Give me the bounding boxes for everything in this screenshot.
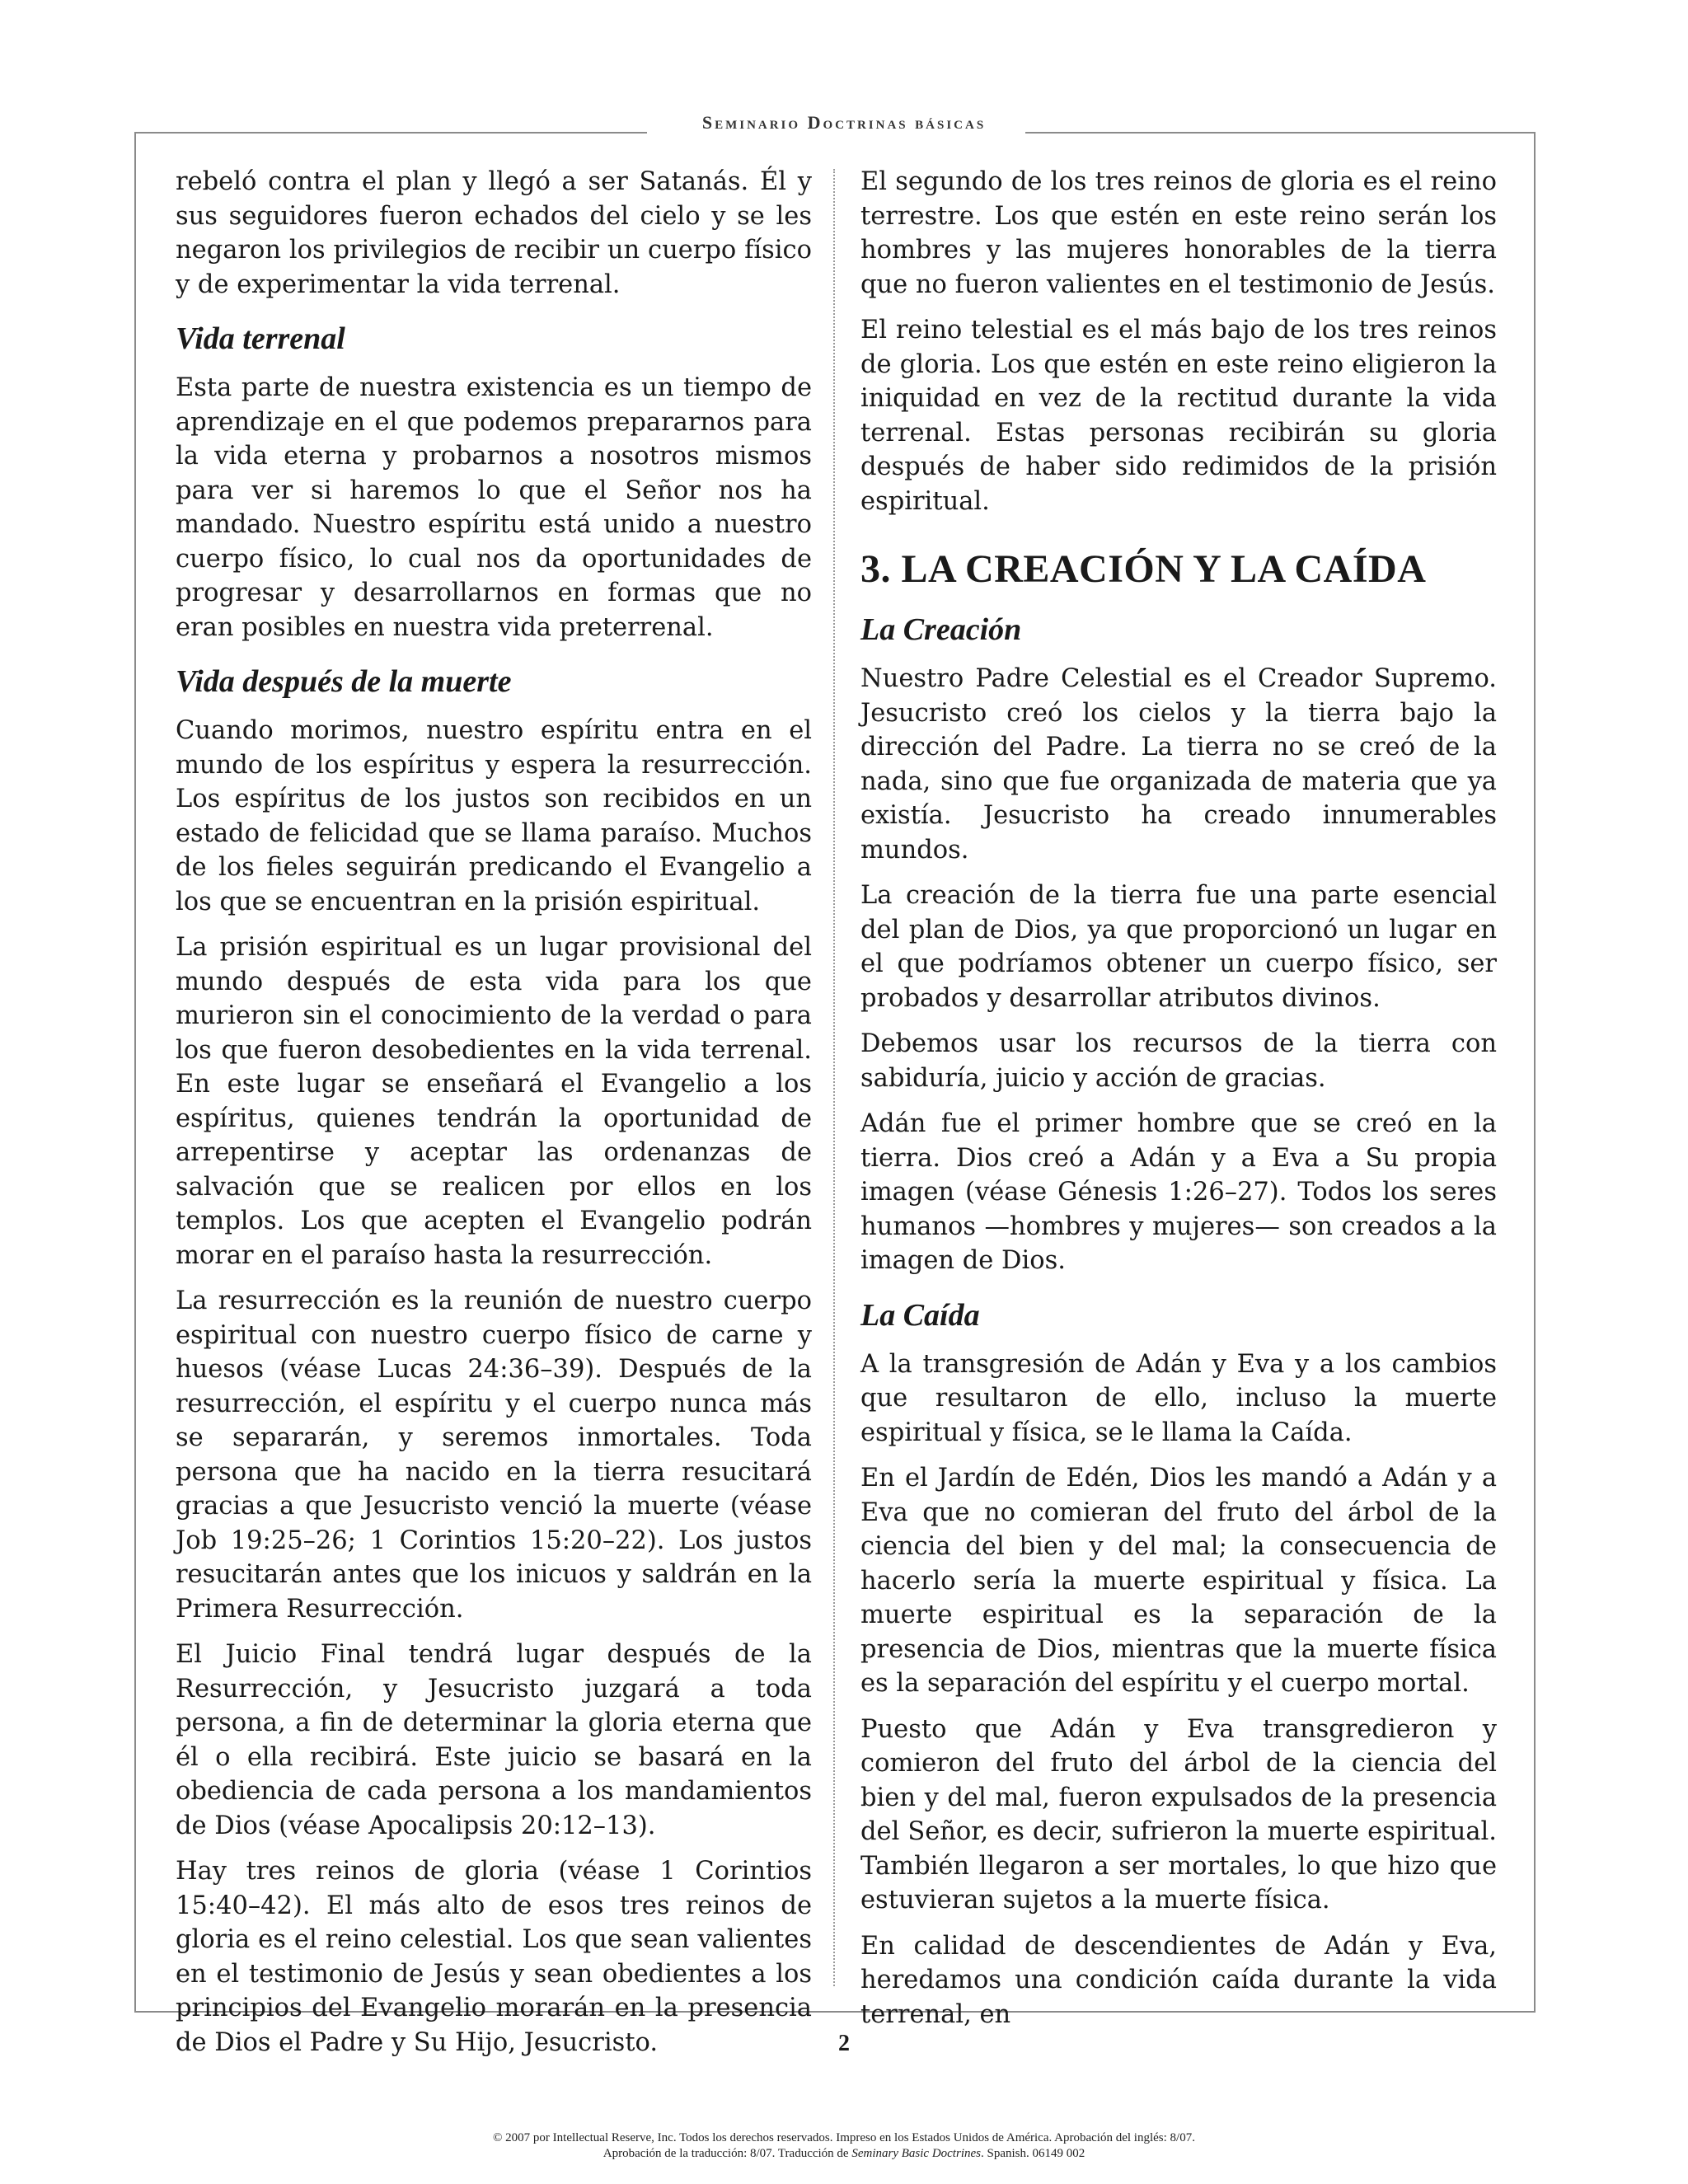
paragraph: Esta parte de nuestra existencia es un tiempo de aprendizaje en el que podemos prepararnos para la vida eterna y probarnos a nosotros mismos para ver si haremos lo que el Señor nos ha mandado. Nuestro espíritu está unido a nuestro cuerpo físico, lo cual nos da oportunidades de progresar y desarrollarnos en formas que no eran posibles en nuestra vida preterrenal. [176,373,812,642]
paragraph: Debemos usar los recursos de la tierra con sabiduría, juicio y acción de gracias. [860,1029,1497,1093]
subheading-la-creacion: La Creación [860,612,1022,647]
paragraph: La creación de la tierra fue una parte esencial del plan de Dios, ya que proporcionó un lugar en el que podríamos obtener un cuerpo físico, ser probados y desarrollar atributos divinos. [860,881,1497,1013]
footer-line-2 [0,2146,1688,2162]
paragraph: El Juicio Final tendrá lugar después de la Resurrección, y Jesucristo juzgará a toda persona, a fin de determinar la gloria eterna que él o ella recibirá. Este juicio se basará en la obediencia de cada persona a los mandamientos de Dios (véase Apocalipsis 20:12–13). [176,1640,812,1840]
left-column [176,165,812,2071]
paragraph: El segundo de los tres reinos de gloria es el reino terrestre. Los que estén en este reino serán los hombres y las mujeres honorables de la tierra que no fueron valientes en el testimonio de Jesús. [860,167,1497,299]
section-heading-creacion-caida: 3. LA CREACIÓN Y LA CAÍDA [860,547,1427,591]
paragraph: En calidad de descendientes de Adán y Eva, heredamos una condición caída durante la vida terrenal, en [860,1931,1497,2029]
footer-book-title: Seminary Basic Doctrines [851,2147,981,2160]
subheading-vida-despues-muerte: Vida después de la muerte [176,664,512,699]
paragraph: Nuestro Padre Celestial es el Creador Supremo. Jesucristo creó los cielos y la tierra bajo la dirección del Padre. La tierra no se creó de la nada, sino que fue organizada de materia que ya existía. Jesucristo ha creado innumerables mundos. [860,664,1497,865]
paragraph: A la transgresión de Adán y Eva y a los cambios que resultaron de ello, incluso la muerte espiritual y física, se le llama la Caída. [860,1349,1497,1447]
running-header-title: Seminario Doctrinas básicas [691,112,997,133]
frame-top-rule-left [134,132,647,134]
paragraph: Cuando morimos, nuestro espíritu entra en el mundo de los espíritus y espera la resurrección. Los espíritus de los justos son recibidos en un estado de felicidad que se llama paraíso. Muchos de los fieles seguirán predicando el Evangelio a los que se encuentran en la prisión espiritual. [176,716,812,916]
paragraph: rebeló contra el plan y llegó a ser Satanás. Él y sus seguidores fueron echados del cielo y se les negaron los privilegios de recibir un cuerpo físico y de experimentar la vida terrenal. [176,167,812,299]
subheading-la-caida: La Caída [860,1297,980,1333]
running-header [0,112,1688,134]
paragraph: Adán fue el primer hombre que se creó en la tierra. Dios creó a Adán y a Eva a Su propia imagen (véase Génesis 1:26–27). Todos los seres humanos —hombres y mujeres— son creados a la imagen de Dios. [860,1109,1497,1275]
paragraph: La prisión espiritual es un lugar provisional del mundo después de esta vida para los que murieron sin el conocimiento de la verdad o para los que fueron desobedientes en la vida terrenal. En este lugar se enseñará el Evangelio a los espíritus, quienes tendrán la oportunidad de arrepentirse y aceptar las ordenanzas de salvación que se realicen por ellos en los templos. Los que acepten el Evangelio podrán morar en el paraíso hasta la resurrección. [176,933,812,1270]
right-column [860,165,1497,2043]
paragraph: Puesto que Adán y Eva transgredieron y comieron del fruto del árbol de la ciencia del bien y del mal, fueron expulsados de la presencia del Señor, es decir, sufrieron la muerte espiritual. También llegaron a ser mortales, lo que hizo que estuvieran sujetos a la muerte física. [860,1714,1497,1915]
subheading-vida-terrenal: Vida terrenal [176,321,345,356]
frame-top-rule-right [1025,132,1536,134]
paragraph: La resurrección es la reunión de nuestro cuerpo espiritual con nuestro cuerpo físico de carne y huesos (véase Lucas 24:36–39). Después de la resurrección, el espíritu y el cuerpo nunca más se separarán, y seremos inmortales. Toda persona que ha nacido en la tierra resucitará gracias a que Jesucristo venció la muerte (véase Job 19:25–26; 1 Corintios 15:20–22). Los justos resucitarán antes que los inicuos y saldrán en la Primera Resurrección. [176,1286,812,1624]
paragraph: El reino telestial es el más bajo de los tres reinos de gloria. Los que estén en este reino eligieron la iniquidad en vez de la rectitud durante la vida terrenal. Estas personas recibirán su gloria después de haber sido redimidos de la prisión espiritual. [860,316,1497,516]
paragraph: En el Jardín de Edén, Dios les mandó a Adán y a Eva que no comieran del fruto del árbol de la ciencia del bien y del mal; la consecuencia de hacerlo sería la muerte espiritual y física. La muerte espiritual es la separación de la presencia de Dios, mientras que la muerte física es la separación del espíritu y el cuerpo mortal. [860,1464,1497,1698]
copyright-footer [0,2130,1688,2162]
column-divider [833,169,835,1986]
footer-line-2-prefix: Aprobación de la traducción: 8/07. Traducción de [603,2147,852,2160]
paragraph: Hay tres reinos de gloria (véase 1 Corintios 15:40–42). El más alto de esos tres reinos de gloria es el reino celestial. Los que sean valientes en el testimonio de Jesús y sean obedientes a los principios del Evangelio morarán en la presencia de Dios el Padre y Su Hijo, Jesucristo. [176,1857,812,2057]
footer-line-2-suffix: . Spanish. 06149 002 [980,2147,1085,2160]
footer-line-1: © 2007 por Intellectual Reserve, Inc. Todos los derechos reservados. Impreso en los Estados Unidos de América. Aprobación del inglés: 8/07. [493,2131,1195,2144]
page-number: 2 [838,2031,850,2056]
